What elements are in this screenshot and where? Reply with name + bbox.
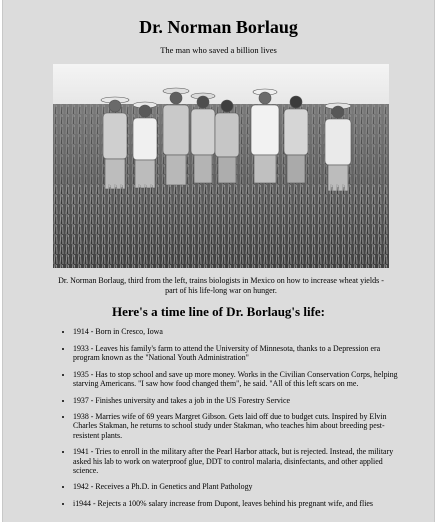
timeline-item-1914: • 1914 - Born in Cresco, Iowa	[73, 327, 403, 336]
timeline-item-1938: • 1938 - Marries wife of 69 years Margret Gibson. Gets laid off due to budget cuts. Inspired by Elvin Charles Stakman, he returns to school study under Stakman, who teaches him about breeding pest-resistent plants.	[73, 412, 403, 440]
timeline-item-1933: • 1933 - Leaves his family's farm to attend the University of Minnesota, thanks to a Depression era program known as the "National Youth Administration"	[73, 344, 403, 362]
timeline-item-1941: • 1941 - Tries to enroll in the military after the Pearl Harbor attack, but is rejected. Instead, the military asked his lab to work on waterproof glue, DDT to control malaria, disinfectants, and other applied science.	[73, 447, 403, 475]
timeline-item-1935: • 1935 - Has to stop school and save up more money. Works in the Civilian Conservation Corps, helping starving Americans. "I saw how food changed them", he said. "All of this left scars on me.	[73, 370, 403, 388]
timeline-item-1937: • 1937 - Finishes university and takes a job in the US Forestry Service	[73, 396, 403, 405]
page-subtitle: The man who saved a billion lives	[160, 45, 277, 55]
timeline-item-1944: • i1944 - Rejects a 100% salary increase from Dupont, leaves behind his pregnant wife, and flies	[73, 499, 403, 508]
timeline-item-1942: • 1942 - Receives a Ph.D. in Genetics and Plant Pathology	[73, 482, 403, 491]
timeline-heading: Here's a time line of Dr. Borlaug's life:	[111, 304, 326, 319]
borlaug-wheat-field-photo	[53, 64, 389, 268]
article-page	[2, 0, 435, 522]
photo-caption: Dr. Norman Borlaug, third from the left, trains biologists in Mexico on how to increase wheat yields - part of his life-long war on hunger.	[58, 276, 384, 295]
photo-illustration	[53, 64, 389, 268]
page-title: Dr. Norman Borlaug	[139, 17, 298, 37]
timeline-list	[59, 327, 403, 516]
